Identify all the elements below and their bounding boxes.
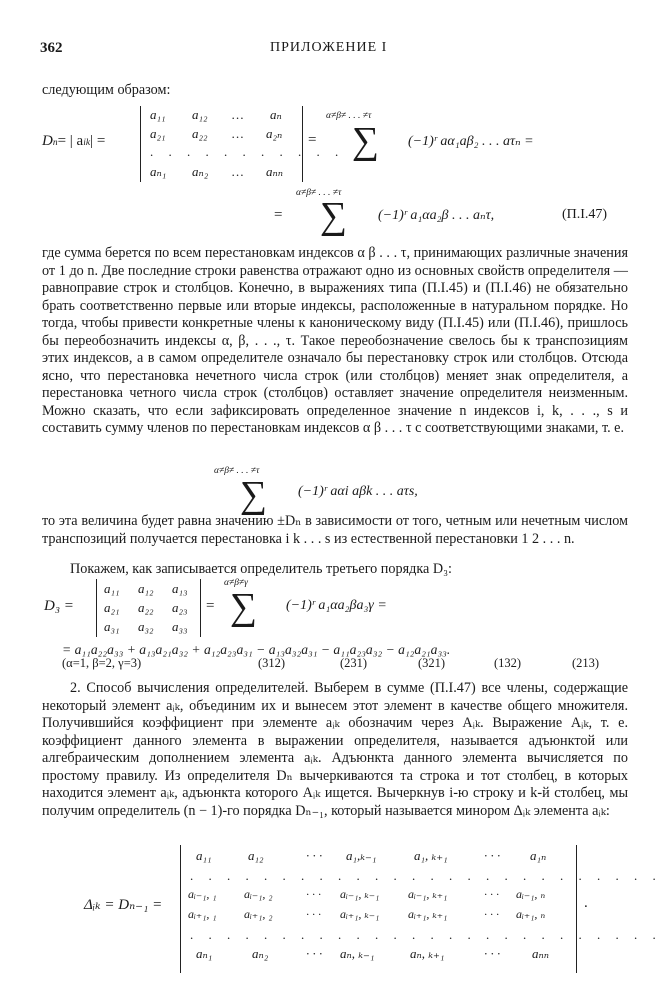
eq47-cell: … [232, 164, 247, 179]
eq3-equals: = [206, 598, 215, 614]
eq47-cell: aₙₙ [266, 164, 284, 179]
eq47-equals-2: = [274, 207, 283, 223]
eq47-dot-row: . . . . . . . . . . . [150, 144, 345, 159]
eq3-cell: a₂₁ [104, 600, 120, 615]
eq4-cell: · · · [484, 848, 501, 863]
eq4-cell: aᵢ₋₁, ₙ [516, 887, 546, 901]
eq4-cell: aᵢ₋₁, ₁ [188, 887, 217, 901]
eq3-annotation: (132) [494, 656, 522, 670]
eq4-cell: · · · [484, 887, 499, 901]
eq4-left-bar [180, 845, 181, 973]
eq4-dot-row: . . . . . . . . . . . . . . . . . . . . . . . . . . [190, 927, 662, 942]
running-title: ПРИЛОЖЕНИЕ I [270, 40, 388, 55]
eq47-lhs-d: D [42, 133, 53, 149]
eq4-cell: aₙ, ₖ₋₁ [340, 946, 375, 961]
sum1-sigma-icon: ∑ [352, 120, 380, 162]
eq47-cell: … [232, 126, 247, 141]
eq4-cell: a₁, ₖ₊₁ [414, 848, 448, 863]
eq3-cell: a₃₂ [138, 619, 154, 634]
eq4-cell: aᵢ₋₁, ₖ₋₁ [340, 887, 380, 901]
eq47-number: (П.I.47) [562, 207, 608, 222]
eq3-annotation: (213) [572, 656, 600, 670]
eq4-end-mark: . [584, 895, 588, 911]
eq47-cell: aₙ₁ [150, 164, 167, 179]
eq47-cell: a₁₁ [150, 107, 166, 122]
paragraph-4: 2. Способ вычисления определителей. Выберем в сумме (П.I.47) все члены, содержащие некоторый элемент aᵢₖ, объединим их и вынесем этот элемент в качестве общего множителя. Получившийся коэффициент при элементе aᵢₖ обозначим через Aᵢₖ. Выражение Aᵢₖ, т. е. коэффициент данного элемента в выражении определителя, называется адъюнктой или алгебраическим дополнением элемента aᵢₖ. Адъюнкта данного элемента вычисляется по простому правилу. Из определителя Dₙ вычеркиваются та строка и тот столбец, в которых находится элемент aᵢₖ, адъюнкта которого Aᵢₖ ищется. Вычеркнув i-ю строку и k-й столбец, мы получим определитель (n − 1)-го порядка Dₙ₋₁, который называется минором Δᵢₖ элемента aᵢₖ: [42, 680, 628, 819]
eq3-annotation: (321) [418, 656, 446, 670]
eq47-cell: a₂₂ [192, 126, 208, 141]
eq3-right-bar [200, 579, 201, 637]
eq47-lhs [42, 133, 105, 150]
eq2-limits: α≠β≠ . . . ≠τ [214, 466, 260, 476]
eq3-cell: a₁₁ [104, 581, 120, 596]
eq4-cell: aₙ, ₖ₊₁ [410, 946, 445, 961]
eq47-left-bar [140, 106, 141, 182]
eq47-cell: aₙ [270, 107, 282, 122]
eq4-cell: aₙ₂ [252, 946, 269, 961]
eq47-lhs-sub: n [52, 138, 58, 148]
eq4-cell: · · · [306, 887, 321, 901]
eq3-annotation: (312) [258, 656, 286, 670]
eq3-cell: a₁₂ [138, 581, 154, 596]
eq3-limits: α≠β≠γ [224, 578, 248, 588]
eq4-cell: · · · [484, 907, 499, 921]
eq47-cell: aₙ₂ [192, 164, 209, 179]
eq47-cell: a₂ₙ [266, 126, 283, 141]
eq3-cell: a₃₁ [104, 619, 120, 634]
eq3-cell: a₁₃ [172, 581, 188, 596]
eq47-lhs-a: = | a [57, 133, 84, 149]
eq3-annotation: (α=1, β=2, γ=3) [62, 656, 142, 670]
eq3-cell: a₂₃ [172, 600, 188, 615]
eq3-cell: a₂₂ [138, 600, 154, 615]
eq4-cell: aᵢ₊₁, ₖ₊₁ [408, 907, 448, 921]
eq2-term: (−1)ʳ aαi aβk . . . aτs, [298, 484, 418, 499]
sum2-sigma-icon: ∑ [320, 195, 348, 237]
intro-text: следующим образом: [42, 82, 171, 98]
eq4-cell: a₁₂ [248, 848, 264, 863]
eq4-cell: · · · [306, 907, 321, 921]
eq47-cell: a₂₁ [150, 126, 166, 141]
eq4-cell: aᵢ₋₁, ₂ [244, 887, 273, 901]
eq4-cell: · · · [306, 946, 323, 961]
sum3-sigma-icon: ∑ [240, 474, 268, 516]
eq4-cell: aₙ₁ [196, 946, 213, 961]
eq3-cell: a₃₃ [172, 619, 188, 634]
sum4-sigma-icon: ∑ [230, 586, 258, 628]
eq4-cell: aᵢ₊₁, ₙ [516, 907, 546, 921]
eq4-dot-row: . . . . . . . . . . . . . . . . . . . . . . . . . . [190, 868, 662, 883]
eq4-cell: aᵢ₋₁, ₖ₊₁ [408, 887, 448, 901]
eq47-sum1-term: (−1)ʳ aα₁aβ₂ . . . aτₙ = [408, 134, 534, 149]
eq47-cell: a₁₂ [192, 107, 208, 122]
paragraph-3: Покажем, как записывается определитель третьего порядка D₃: [70, 561, 452, 577]
eq4-cell: aᵢ₊₁, ₖ₋₁ [340, 907, 380, 921]
eq3-annotation: (231) [340, 656, 368, 670]
eq3-expansion: = a₁₁a₂₂a₃₃ + a₁₃a₂₁a₃₂ + a₁₂a₂₃a₃₁ − a₁₃a₃₂a₃₁ − a₁₁a₂₃a₃₂ − a₁₂a₂₁a₃₃. [62, 642, 451, 657]
eq4-right-bar [576, 845, 577, 973]
eq47-sum2-limits: α≠β≠ . . . ≠τ [296, 188, 342, 198]
paragraph-1: где сумма берется по всем перестановкам индексов α β . . . τ, принимающих различные значения от 1 до n. Две последние строки равенства отражают одно из основных свойств определителя — равноправие строк и столбцов. Конечно, в выражениях типа (П.I.45) и (П.I.46) не обязательно брать соответственно первые или вторые индексы, расположенные в натуральном порядке. Но тогда, чтобы привести конкретные члены к каноническому виду (П.I.45) или (П.I.46), пришлось бы переобозначить индексы α, β, . . ., τ. Такое переобозначение свелось бы к транспозициям этих индексов, а в самом определителе означало бы перестановку строк или столбцов. Отсюда ясно, что перестановка нечетного числа строк (или столбцов) меняет знак определителя, а перестановка четного числа строк (столбцов) оставляет значение определителя неизменным. Можно сказать, что если зафиксировать определенное значение n индексов i, k, . . ., s и составить сумму членов по перестановкам индексов α β . . . τ с соответствующими знаками, т. е. [42, 245, 628, 436]
eq4-cell: a₁,ₖ₋₁ [346, 848, 377, 863]
eq3-left-bar [96, 579, 97, 637]
eq4-cell: aᵢ₊₁, ₂ [244, 907, 273, 921]
eq47-lhs-close: | = [90, 133, 106, 149]
eq4-cell: · · · [306, 848, 323, 863]
eq4-cell: a₁ₙ [530, 848, 547, 863]
paragraph-2: то эта величина будет равна значению ±Dₙ в зависимости от того, четным или нечетным числом транспозиций получается перестановка i k . . . s из естественной перестановки 1 2 . . . n. [42, 513, 628, 547]
eq4-cell: aᵢ₊₁, ₁ [188, 907, 217, 921]
eq4-lhs: Δᵢₖ = Dₙ₋₁ = [84, 897, 163, 913]
eq3-term: (−1)ʳ a₁αa₂βa₃γ = [286, 598, 387, 613]
eq4-cell: · · · [484, 946, 501, 961]
eq4-cell: aₙₙ [532, 946, 550, 961]
eq47-lhs-ik: ik [83, 138, 91, 148]
eq47-cell: … [232, 107, 247, 122]
eq3-lhs: D₃ = [44, 598, 74, 614]
page-number: 362 [40, 40, 63, 56]
eq4-cell: a₁₁ [196, 848, 212, 863]
eq47-sum1-limits: α≠β≠ . . . ≠τ [326, 111, 372, 121]
eq47-equals: = [308, 132, 317, 148]
eq47-sum2-term: (−1)ʳ a₁αa₂β . . . aₙτ, [378, 208, 495, 223]
